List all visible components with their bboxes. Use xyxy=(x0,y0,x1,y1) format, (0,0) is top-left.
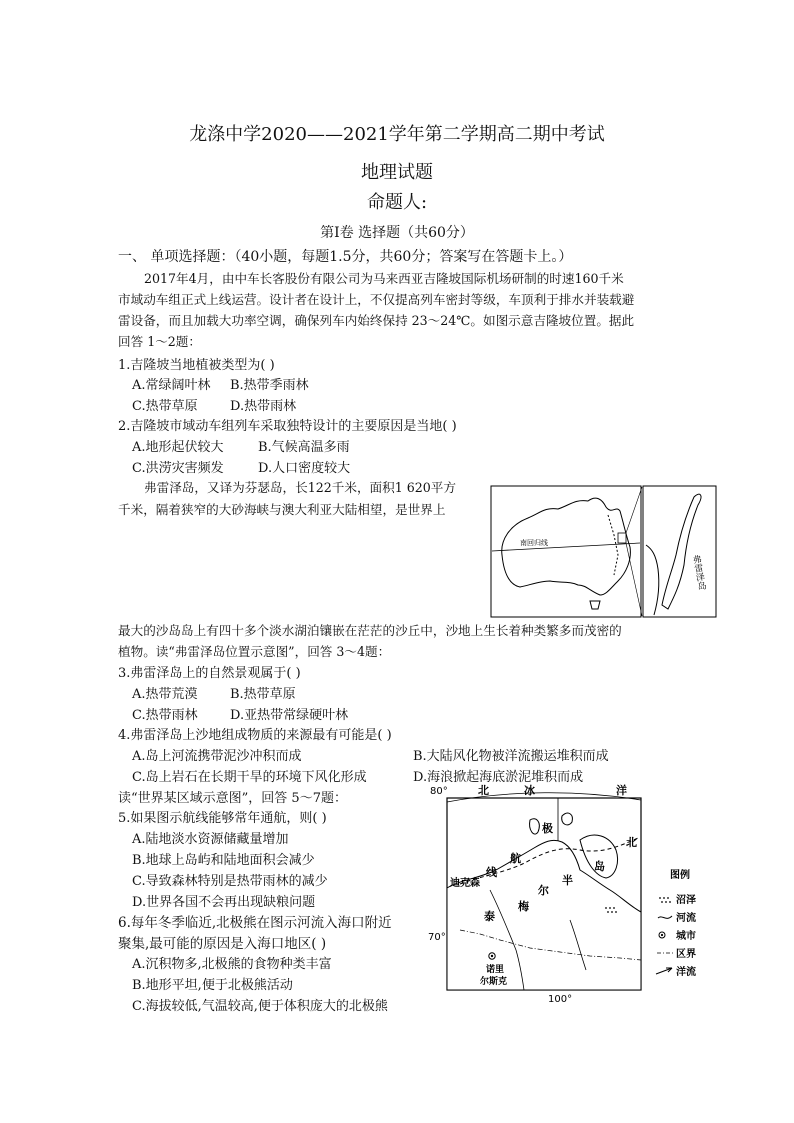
q3-option-b: B.热带草原 xyxy=(230,687,296,702)
ocean-label: 北 xyxy=(478,784,489,797)
section-heading: 一、 单项选择题：（40小题，每题1.5分，共60分；答案写在答题卡上。） xyxy=(118,249,573,265)
question-4-stem: 4.弗雷泽岛上沙地组成物质的来源最有可能是( ) xyxy=(118,728,392,743)
q1-option-a: A.常绿阔叶林 xyxy=(132,378,211,393)
q1-option-c: C.热带草原 xyxy=(132,399,198,414)
legend-city-icon xyxy=(661,934,663,936)
exam-title: 龙涤中学2020——2021学年第二学期高二期中考试 xyxy=(189,124,605,145)
peninsula-label: 泰 xyxy=(484,910,495,923)
route-label: 北 xyxy=(626,836,637,849)
question-6-stem: 6.每年冬季临近,北极熊在图示河流入海口附近 xyxy=(118,915,392,931)
route-label: 航 xyxy=(510,852,521,865)
fraser-island-map xyxy=(490,485,718,619)
peninsula-label: 岛 xyxy=(594,860,605,873)
q6-option-c: C.海拔较低,气温较高,便于体积庞大的北极熊 xyxy=(132,999,388,1014)
part-title: 第Ⅰ卷 选择题（共60分） xyxy=(320,225,474,241)
city-marker xyxy=(491,955,493,957)
q5-option-b: B.地球上岛屿和陆地面积会减少 xyxy=(132,853,315,868)
question-6-stem: 聚集,最可能的原因是入海口地区( ) xyxy=(118,936,327,952)
q1-option-b: B.热带季雨林 xyxy=(230,378,309,393)
lon-100-label: 100° xyxy=(548,994,573,1005)
legend-river-label: 河流 xyxy=(676,913,696,924)
legend-city-label: 城市 xyxy=(676,931,696,942)
q1-option-d: D.热带雨林 xyxy=(230,399,297,414)
passage-2-line: 弗雷泽岛，又译为芬瑟岛，长122千米，面积1 620平方 xyxy=(144,480,456,495)
peninsula-label: 半 xyxy=(562,874,573,887)
q5-option-c: C.导致森林特别是热带雨林的减少 xyxy=(132,874,328,889)
passage-2-line: 植物。读“弗雷泽岛位置示意图”，回答 3～4题： xyxy=(118,644,391,659)
q2-option-b: B.气候高温多雨 xyxy=(258,440,350,455)
city-label: 尔斯克 xyxy=(480,977,508,987)
legend-current-label: 洋流 xyxy=(676,967,696,978)
q6-option-b: B.地形平坦,便于北极熊活动 xyxy=(132,978,293,993)
q3-option-d: D.亚热带常绿硬叶林 xyxy=(230,708,349,723)
legend-title: 图例 xyxy=(670,870,690,881)
lat-70-label: 70° xyxy=(428,932,446,943)
question-3-stem: 3.弗雷泽岛上的自然景观属于( ) xyxy=(118,666,301,681)
question-5-stem: 5.如果图示航线能够常年通航，则( ) xyxy=(118,811,327,826)
passage-1-line: 2017年4月，由中车长客股份有限公司为马来西亚吉隆坡国际机场研制的时速160千米 xyxy=(144,271,624,286)
city-label: 诺里 xyxy=(486,965,505,975)
legend-swamp-icon xyxy=(659,897,671,903)
q4-option-a: A.岛上河流携带泥沙冲积而成 xyxy=(132,749,302,764)
q3-option-a: A.热带荒漠 xyxy=(132,687,198,702)
exam-subtitle: 地理试题 xyxy=(361,162,433,183)
question-2-stem: 2.吉隆坡市域动车组列车采取独特设计的主要原因是当地( ) xyxy=(118,419,457,434)
passage-1 xyxy=(118,268,688,352)
q3-option-c: C.热带雨林 xyxy=(132,708,198,723)
intro-5-7: 读“世界某区域示意图”，回答 5～7题： xyxy=(118,791,347,806)
q5-option-d: D.世界各国不会再出现缺粮问题 xyxy=(132,895,316,910)
q4-option-c: C.岛上岩石在长期干旱的环境下风化形成 xyxy=(132,770,367,785)
q2-option-c: C.洪涝灾害频发 xyxy=(132,461,224,476)
passage-2-line: 最大的沙岛岛上有四十多个淡水湖泊镶嵌在茫茫的沙丘中，沙地上生长着种类繁多而茂密的 xyxy=(118,623,622,638)
q2-option-d: D.人口密度较大 xyxy=(258,461,351,476)
ocean-label: 洋 xyxy=(616,784,627,797)
peninsula-label: 尔 xyxy=(538,884,549,897)
q2-option-a: A.地形起伏较大 xyxy=(132,440,224,455)
tropic-label: 南回归线 xyxy=(520,539,548,547)
author-line: 命题人: xyxy=(366,192,428,213)
island-label: 弗雷泽岛 xyxy=(690,554,707,592)
ocean-label: 冰 xyxy=(524,784,535,797)
question-1-stem: 1.吉隆坡当地植被类型为( ) xyxy=(118,358,275,373)
peninsula-label: 梅 xyxy=(518,900,529,913)
q6-option-a: A.沉积物多,北极熊的食物种类丰富 xyxy=(132,957,332,972)
passage-1-line: 市域动车组正式上线运营。设计者在设计上，不仅提高列车密封等级，车顶利于排水并装载避 xyxy=(118,292,635,307)
arctic-region-map xyxy=(420,780,720,1008)
legend-river-icon xyxy=(658,916,672,918)
legend-border-label: 区界 xyxy=(676,949,696,960)
q4-option-b: B.大陆风化物被洋流搬运堆积而成 xyxy=(413,749,609,764)
q4-option-d: D.海浪掀起海底淤泥堆积而成 xyxy=(413,770,584,785)
city-label: 迪克森 xyxy=(450,878,480,889)
route-label: 线 xyxy=(486,866,497,879)
q5-option-a: A.陆地淡水资源储藏量增加 xyxy=(132,832,289,847)
inset-frame xyxy=(643,486,716,617)
lat-80-label: 80° xyxy=(430,786,448,797)
legend-swamp-label: 沼泽 xyxy=(676,895,696,906)
passage-1-line: 回答 1～2题： xyxy=(118,334,201,349)
route-label: 极 xyxy=(542,822,553,835)
passage-2-line: 千米，隔着狭窄的大砂海峡与澳大利亚大陆相望，是世界上 xyxy=(118,502,446,517)
passage-1-line: 雷设备，而且加载大功率空调，确保列车内始终保持 23～24℃。如图示意吉隆坡位置。据此 xyxy=(118,313,635,328)
